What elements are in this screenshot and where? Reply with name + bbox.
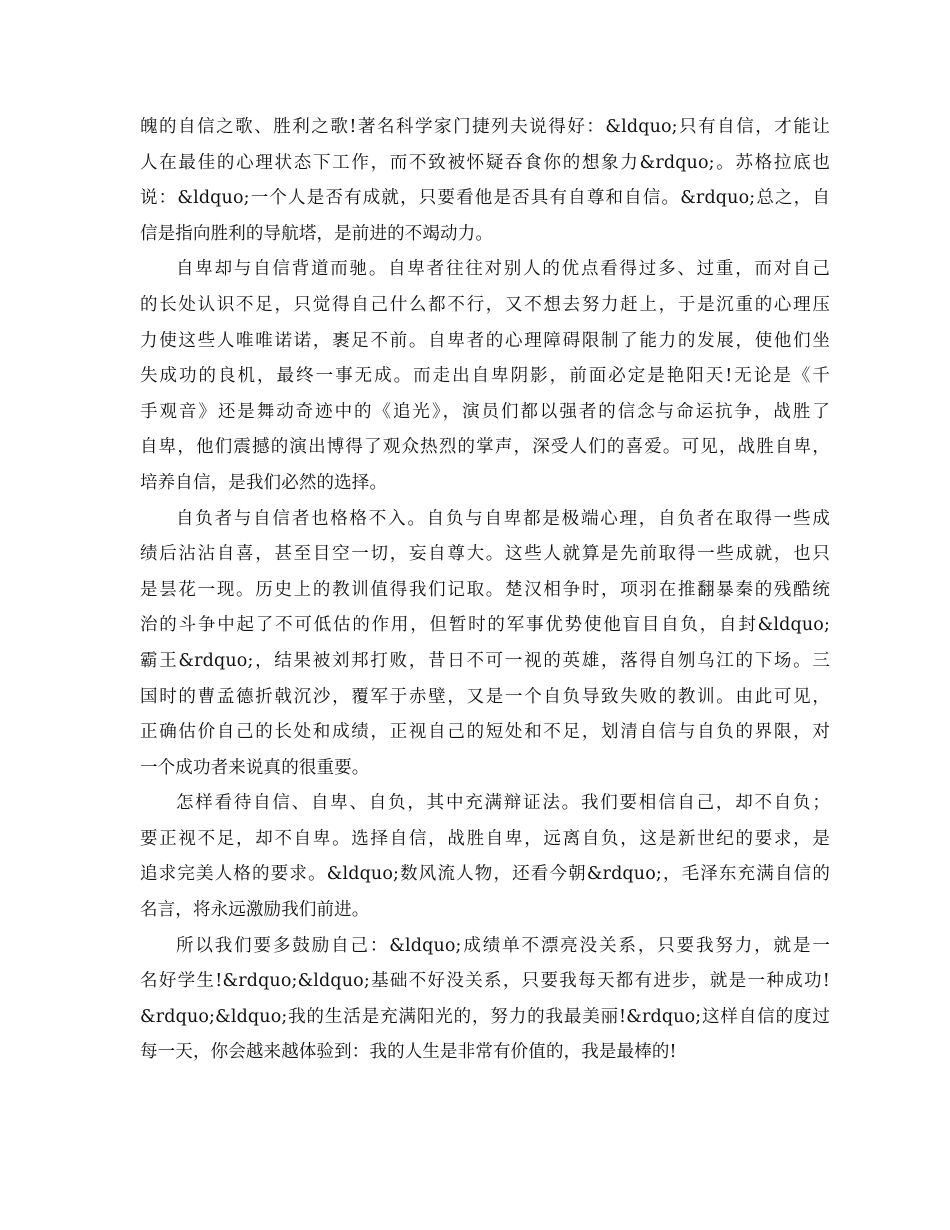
text-line: 正确估价自己的长处和成绩，正视自己的短处和不足，划清自信与自负的界限，对 (140, 722, 830, 743)
text-line: 魄的自信之歌、胜利之歌!著名科学家门捷列夫说得好：&ldquo;只有自信，才能让 (140, 117, 830, 137)
text-line: 自卑，他们震撼的演出博得了观众热烈的掌声，深受人们的喜爱。可见，战胜自卑， (140, 437, 830, 458)
text-line: 是昙花一现。历史上的教训值得我们记取。楚汉相争时，项羽在推翻暴秦的残酷统 (140, 579, 830, 600)
text-line: 名好学生!&rdquo;&ldquo;基础不好没关系，只要我每天都有进步，就是一种成功! (140, 971, 830, 992)
paragraph (140, 502, 830, 787)
text-line: 名言，将永远激励我们前进。 (140, 900, 370, 921)
text-line: 信是指向胜利的导航塔，是前进的不竭动力。 (140, 223, 493, 244)
paragraph (140, 252, 830, 501)
text-line: 自卑却与自信背道而驰。自卑者往往对别人的优点看得过多、过重，而对自己 (176, 259, 830, 280)
text-line: 怎样看待自信、自卑、自负，其中充满辩证法。我们要相信自己，却不自负； (176, 793, 830, 814)
text-line: 每一天，你会越来越体验到：我的人生是非常有价值的，我是最棒的! (140, 1042, 677, 1063)
text-line: 手观音》还是舞动奇迹中的《追光》，演员们都以强者的信念与命运抗争，战胜了 (140, 401, 830, 422)
text-line: 要正视不足，却不自卑。选择自信，战胜自卑，远离自负，这是新世纪的要求，是 (140, 828, 830, 849)
text-line: 说：&ldquo;一个人是否有成就，只要看他是否具有自尊和自信。&rdquo;总之，自 (140, 188, 830, 209)
text-line: 培养自信，是我们必然的选择。 (140, 472, 388, 493)
document-body (140, 110, 830, 1071)
paragraph (140, 929, 830, 1071)
text-line: 失成功的良机，最终一事无成。而走出自卑阴影，前面必定是艳阳天!无论是《千 (140, 366, 830, 387)
text-line: 霸王&rdquo;，结果被刘邦打败，昔日不可一视的英雄，落得自刎乌江的下场。三 (140, 650, 830, 671)
paragraph (140, 786, 830, 928)
text-line: 一个成功者来说真的很重要。 (140, 757, 370, 778)
text-line: &rdquo;&ldquo;我的生活是充满阳光的，努力的我最美丽!&rdquo;这样自信的度过 (140, 1006, 830, 1027)
paragraph (140, 110, 830, 252)
text-line: 治的斗争中起了不可低估的作用，但暂时的军事优势使他盲目自负，自封&ldquo; (140, 615, 830, 636)
text-line: 的长处认识不足，只觉得自己什么都不行，又不想去努力赶上，于是沉重的心理压 (140, 294, 830, 315)
text-line: 追求完美人格的要求。&ldquo;数风流人物，还看今朝&rdquo;，毛泽东充满自信的 (140, 864, 830, 885)
text-line: 所以我们要多鼓励自己：&ldquo;成绩单不漂亮没关系，只要我努力，就是一 (176, 935, 830, 956)
text-line: 力使这些人唯唯诺诺，裹足不前。自卑者的心理障碍限制了能力的发展，使他们坐 (140, 330, 830, 351)
text-line: 人在最佳的心理状态下工作，而不致被怀疑吞食你的想象力&rdquo;。苏格拉底也 (140, 152, 830, 173)
text-line: 自负者与自信者也格格不入。自负与自卑都是极端心理，自负者在取得一些成 (176, 508, 830, 529)
text-line: 国时的曹孟德折戟沉沙，覆军于赤壁，又是一个自负导致失败的教训。由此可见， (140, 686, 830, 707)
text-line: 绩后沾沾自喜，甚至目空一切，妄自尊大。这些人就算是先前取得一些成就，也只 (140, 544, 830, 565)
